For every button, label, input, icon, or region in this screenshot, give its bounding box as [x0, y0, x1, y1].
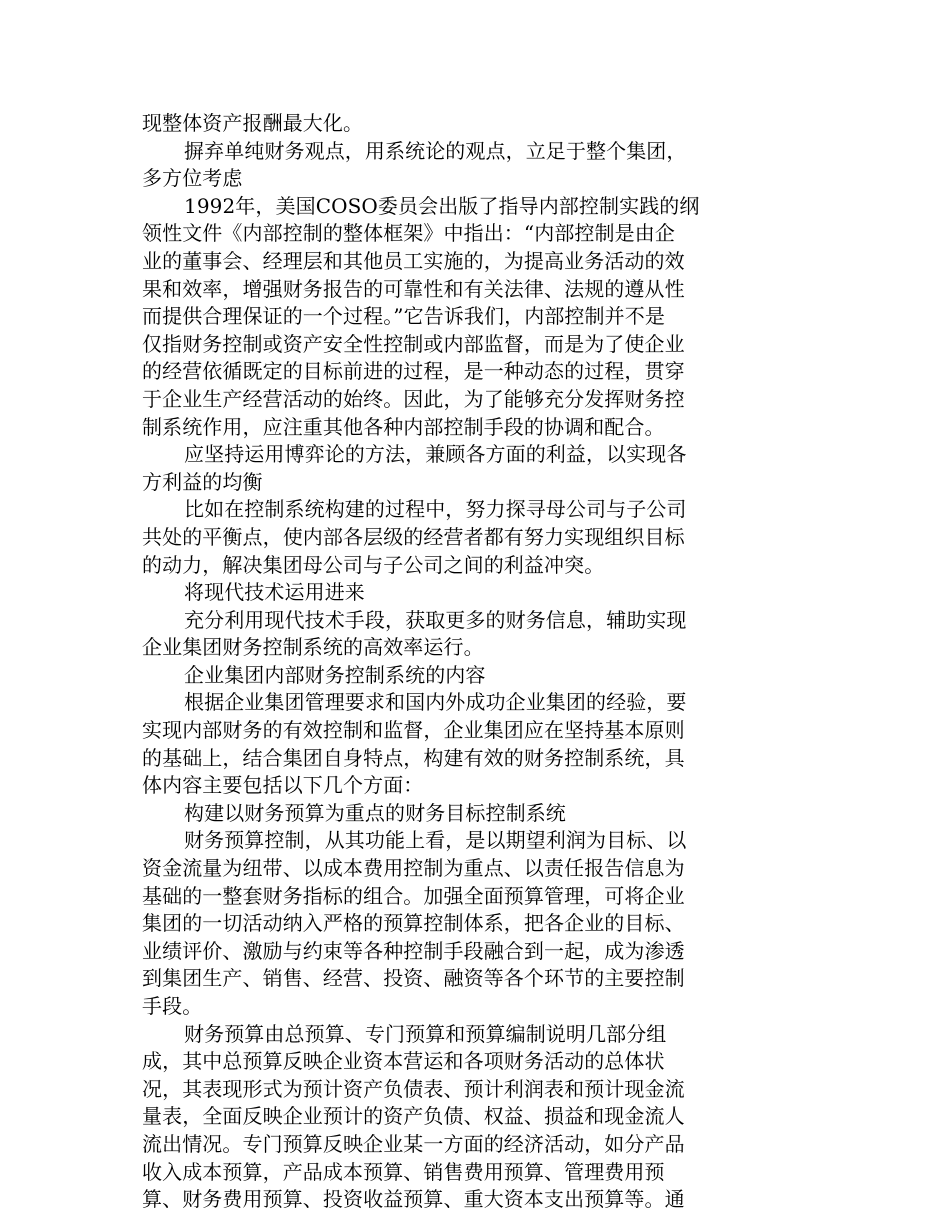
section-heading-modern-tech: 将现代技术运用进来	[184, 580, 365, 605]
paragraph-10: 财务预算控制，从其功能上看，是以期望利润为目标、以 资金流量为纽带、以成本费用控制为重点、以责任报告信息为 基础的一整套财务指标的组合。加强全面预算管理，可将企业 集团的一切活动纳入严格的预算控制体系，把各企业的目标、 业绩评价、激励与约束等各种控制手段融合到一起，成为渗透 到集团生产、销售、经营、投资、融资等各个环节的主要控制 手段。	[142, 828, 687, 1018]
paragraph-11: 财务预算由总预算、专门预算和预算编制说明几部分组 成，其中总预算反映企业资本营运和各项财务活动的总体状 况，其表现形式为预计资产负债表、预计利润表和预计现金流 量表，全面反映企业预计的资产负债、权益、损益和现金流人 流出情况。专门预算反映企业某一方面的经济活动，如分产品 收入成本预算，产品成本预算、销售费用预算、管理费用预 算、财务费用预算、投资收益预算、重大资本支出预算等。通	[142, 1021, 685, 1212]
paragraph-4: 比如在控制系统构建的过程中，努力探寻母公司与子公司 共处的平衡点，使内部各层级的经营者都有努力实现组织目标 的动力，解决集团母公司与子公司之间的利益冲突。	[142, 497, 687, 577]
document-body	[142, 110, 732, 1214]
paragraph-1: 摒弃单纯财务观点，用系统论的观点，立足于整个集团， 多方位考虑	[142, 138, 687, 191]
section-heading-control-content: 企业集团内部财务控制系统的内容	[184, 662, 486, 687]
paragraph-6: 充分利用现代技术手段，获取更多的财务信息，辅助实现 企业集团财务控制系统的高效率运行。	[142, 607, 687, 660]
paragraph-0: 现整体资产报酬最大化。	[142, 111, 364, 135]
section-heading-budget-system: 构建以财务预算为重点的财务目标控制系统	[184, 800, 566, 825]
paragraph-3: 应坚持运用博弈论的方法，兼顾各方面的利益，以实现各 方利益的均衡	[142, 442, 687, 494]
paragraph-8: 根据企业集团管理要求和国内外成功企业集团的经验，要 实现内部财务的有效控制和监督，企业集团应在坚持基本原则 的基础上，结合集团自身特点，构建有效的财务控制系统，具 体内容主要包括以下几个方面：	[142, 690, 687, 798]
paragraph-2: 1992年，美国COSO委员会出版了指导内部控制实践的纲 领性文件《内部控制的整体框架》中指出：“内部控制是由企 业的董事会、经理层和其他员工实施的，为提高业务活动的效 果和效率，增强财务报告的可靠性和有关法律、法规的遵从性 而提供合理保证的一个过程。”它告诉我们，内部控制并不是 仅指财务控制或资产安全性控制或内部监督，而是为了使企业 的经营依循既定的目标前进的过程，是一种动态的过程，贯穿 于企业生产经营活动的始终。因此，为了能够充分发挥财务控 制系统作用，应注重其他各种内部控制手段的协调和配合。	[142, 193, 700, 439]
